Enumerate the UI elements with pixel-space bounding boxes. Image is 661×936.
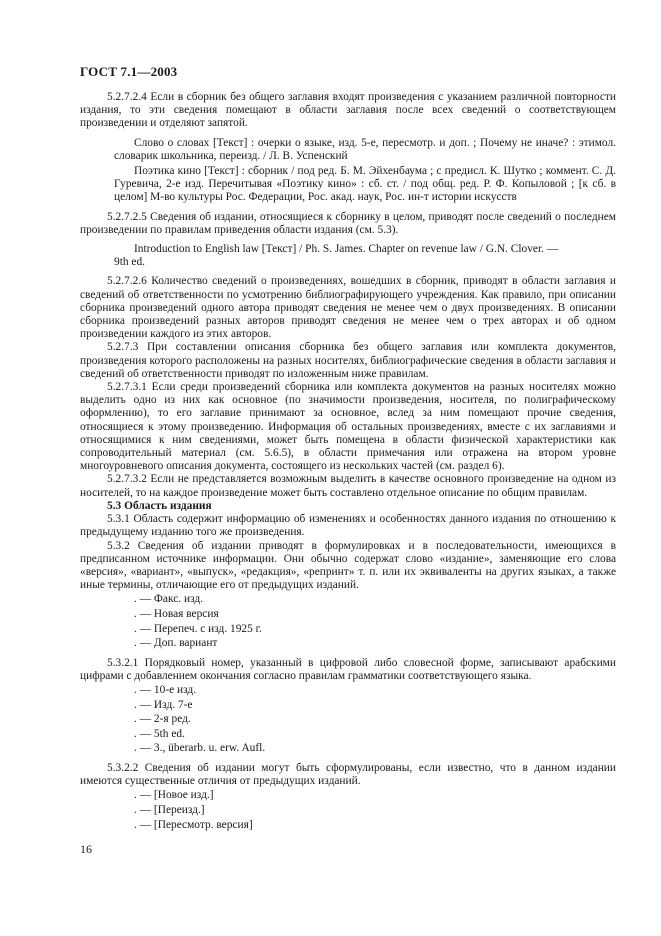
paragraph-5-2-7-3: 5.2.7.3 При составлении описания сборника без общего заглавия или комплекта документов, произведения которого расположены на разных носителях, библиографические сведения в области заглавия и сведений об ответственности приводят по изложенным ниже правилам.	[80, 341, 616, 380]
list-item: . — 3., überarb. u. erw. Aufl.	[134, 742, 266, 755]
example-slovo-o-slovah: Слово о словах [Текст] : очерки о языке, изд. 5-е, пересмотр. и доп. ; Почему не иначе? : этимол. словарик школьника, переизд. / Л. В. Успенский	[114, 136, 616, 162]
paragraph-5-3-1: 5.3.1 Область содержит информацию об изменениях и особенностях данного издания по отношению к предыдущему изданию того же произведения.	[80, 513, 616, 539]
list-item: . — Перепеч. с изд. 1925 г.	[134, 622, 262, 635]
paragraph-5-3-2: 5.3.2 Сведения об издании приводят в формулировках и в последовательности, имеющихся в предписанном источнике информации. Они обычно содержат слово «издание», заменяющие его слова «версия», «вариант», «выпуск», «редакция», «репринт» т. п. или их эквиваленты на других языках, а также иные термины, отличающие его от предыдущих изданий.	[80, 539, 616, 592]
example-introduction-english-law-continued: 9th ed.	[114, 256, 146, 269]
list-item: . — 2-я ред.	[134, 713, 191, 726]
example-list-supplied-editions	[80, 788, 616, 832]
list-item: . — [Переизд.]	[134, 804, 205, 817]
paragraph-5-2-7-2-4: 5.2.7.2.4 Если в сборник без общего заглавия входят произведения с указанием различной повторности издания, то эти сведения помещают в области заглавия после всех сведений о соответствующем произведении и отделяют запятой.	[80, 91, 616, 130]
running-header: ГОСТ 7.1—2003	[80, 64, 178, 79]
list-item: . — 10-е изд.	[134, 684, 197, 697]
paragraph-5-3-2-1: 5.3.2.1 Порядковый номер, указанный в цифровой либо словесной форме, записывают арабскими цифрами с добавлением окончания согласно правилам грамматики соответствующего языка.	[80, 656, 616, 682]
list-item: . — Доп. вариант	[134, 637, 218, 650]
paragraph-5-2-7-3-2: 5.2.7.3.2 Если не представляется возможным выделить в качестве основного произведение на одном из носителей, то на каждое произведение может быть составлено отдельное описание по общим правилам.	[80, 473, 616, 499]
list-item: . — [Новое изд.]	[134, 789, 214, 802]
page-body	[80, 91, 616, 832]
list-item: . — [Пересмотр. версия]	[134, 818, 253, 831]
example-poetika-kino: Поэтика кино [Текст] : сборник / под ред. Б. М. Эйхенбаума ; с предисл. К. Шутко ; коммент. С. Д. Гуревича, 2-е изд. Перечитывая «Поэтику кино» : сб. ст. / под общ. ред. Р. Ф. Копыловой ; [к сб. в целом] М-во культуры Рос. Федерации, Рос. акад. наук, Рос. ин-т истории искусств	[114, 165, 616, 204]
list-item: . — 5th ed.	[134, 727, 185, 740]
list-item: . — Изд. 7-е	[134, 698, 193, 711]
paragraph-5-2-7-2-5: 5.2.7.2.5 Сведения об издании, относящиеся к сборнику в целом, приводят после сведений о последнем произведении по правилам приведения области издания (см. 5.3).	[80, 210, 616, 236]
example-list-edition-terms	[80, 592, 616, 650]
list-item: . — Новая версия	[134, 607, 219, 620]
list-item: . — Факс. изд.	[134, 593, 204, 606]
example-list-edition-numbers	[80, 683, 616, 756]
section-heading-5-3: 5.3 Область издания	[107, 499, 212, 512]
paragraph-5-2-7-2-6: 5.2.7.2.6 Количество сведений о произведениях, вошедших в сборник, приводят в области заглавия и сведений об ответственности по усмотрению библиографирующего учреждения. Как правило, при описании сборника произведений одного автора приводят сведения не менее чем о двух произведениях. В описании сборника произведений разных авторов приводят сведения не менее чем о трех авторах и об одном произведении каждого из этих авторов.	[80, 275, 616, 341]
paragraph-5-2-7-3-1: 5.2.7.3.1 Если среди произведений сборника или комплекта документов на разных носителях можно выделить одно из них как основное (по значимости произведения, носителя, по полиграфическому оформлению), то его заглавие принимают за основное, вслед за ним помещают прочие сведения, относящиеся к этому произведению. Информация об остальных произведениях, вместе с их заглавиями и относящимися к ним сведениями, может быть помещена в области физической характеристики как сопроводительный материал (см. 5.6.5), в области примечания или отражена на втором уровне многоуровневого описания документа, состоящего из нескольких частей (см. раздел 6).	[80, 381, 616, 473]
paragraph-5-3-2-2: 5.3.2.2 Сведения об издании могут быть сформулированы, если известно, что в данном издании имеются существенные отличия от предыдущих изданий.	[80, 762, 616, 788]
page-number: 16	[80, 842, 92, 856]
example-introduction-english-law: Introduction to English law [Текст] / Ph. S. James. Chapter on revenue law / G.N. Clover. —	[134, 243, 559, 256]
